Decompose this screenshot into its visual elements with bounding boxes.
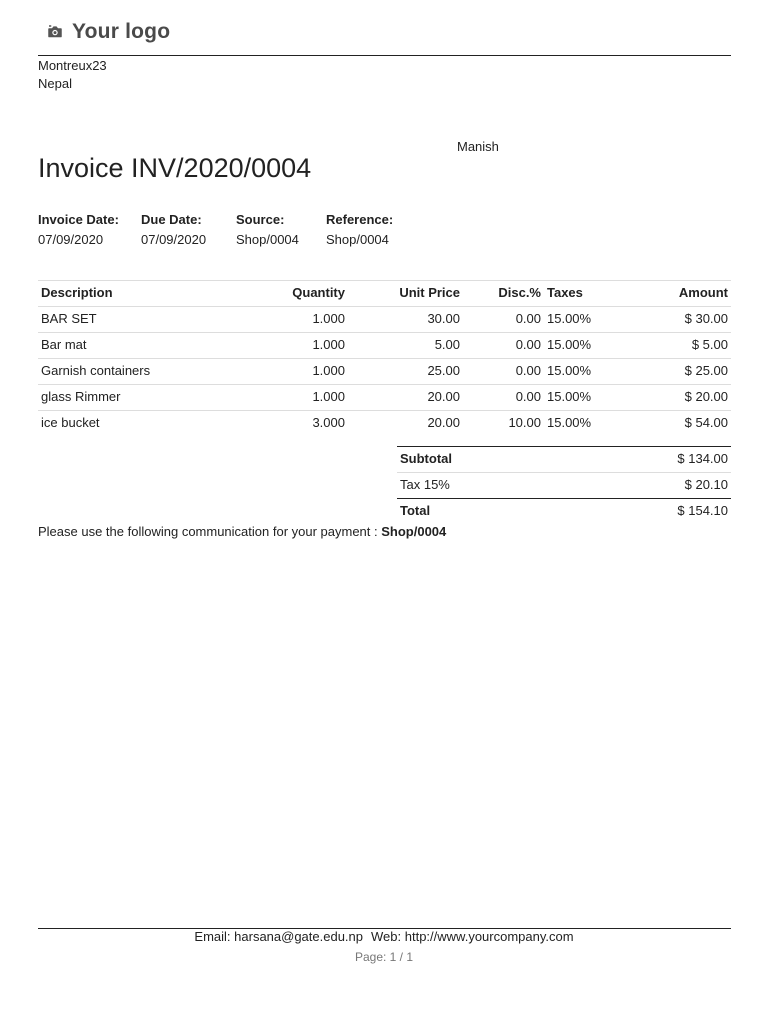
company-logo <box>46 20 170 44</box>
info-invoice-date <box>38 210 119 250</box>
tax-value: $ 20.10 <box>684 477 728 492</box>
column-header-taxes: Taxes <box>547 285 583 300</box>
payment-reference: Shop/0004 <box>381 524 447 539</box>
cell-discount: 0.00 <box>515 337 541 352</box>
total-value: $ 154.10 <box>677 503 728 518</box>
info-source <box>236 210 299 250</box>
tax-label: Tax 15% <box>400 477 450 492</box>
cell-amount: $ 54.00 <box>684 415 728 430</box>
cell-amount: $ 5.00 <box>691 337 728 352</box>
cell-description: ice bucket <box>41 415 100 430</box>
footer-email: Email: harsana@gate.edu.np <box>194 929 364 944</box>
cell-taxes: 15.00% <box>547 415 592 430</box>
total-row <box>397 499 731 524</box>
invoice-lines-table <box>38 280 731 436</box>
info-value: 07/09/2020 <box>38 232 104 247</box>
column-header-amount: Amount <box>678 285 728 300</box>
cell-discount: 0.00 <box>515 311 541 326</box>
totals-table <box>397 446 731 524</box>
info-due-date <box>141 210 206 250</box>
cell-quantity: 1.000 <box>312 363 345 378</box>
cell-discount: 0.00 <box>515 363 541 378</box>
cell-taxes: 15.00% <box>547 337 592 352</box>
subtotal-value: $ 134.00 <box>677 451 728 466</box>
info-label: Invoice Date: <box>38 212 119 227</box>
info-value: 07/09/2020 <box>141 232 207 247</box>
cell-discount: 0.00 <box>515 389 541 404</box>
column-header-discount: Disc.% <box>498 285 541 300</box>
company-address <box>38 57 107 93</box>
info-label: Reference: <box>326 212 394 227</box>
cell-amount: $ 20.00 <box>684 389 728 404</box>
tax-row <box>397 473 731 499</box>
cell-discount: 10.00 <box>508 415 541 430</box>
cell-quantity: 1.000 <box>312 311 345 326</box>
column-header-quantity: Quantity <box>292 285 345 300</box>
cell-quantity: 1.000 <box>312 337 345 352</box>
cell-taxes: 15.00% <box>547 389 592 404</box>
company-address-line: Nepal <box>38 76 72 91</box>
cell-description: BAR SET <box>41 311 97 326</box>
column-header-description: Description <box>41 285 113 300</box>
total-label: Total <box>400 503 431 518</box>
cell-amount: $ 25.00 <box>684 363 728 378</box>
table-row <box>38 411 731 436</box>
camera-icon <box>46 23 64 41</box>
footer-contact <box>0 929 768 944</box>
subtotal-label: Subtotal <box>400 451 452 466</box>
info-value: Shop/0004 <box>326 232 389 247</box>
cell-description: Garnish containers <box>41 363 151 378</box>
customer-name: Manish <box>457 139 499 154</box>
logo-text: Your logo <box>72 20 171 43</box>
table-row <box>38 385 731 411</box>
info-value: Shop/0004 <box>236 232 299 247</box>
cell-quantity: 3.000 <box>312 415 345 430</box>
cell-taxes: 15.00% <box>547 311 592 326</box>
footer <box>0 929 768 964</box>
cell-amount: $ 30.00 <box>684 311 728 326</box>
table-header <box>38 280 731 307</box>
cell-unit-price: 20.00 <box>427 415 460 430</box>
cell-description: Bar mat <box>41 337 87 352</box>
cell-unit-price: 5.00 <box>434 337 460 352</box>
page-number: Page: 1 / 1 <box>354 950 414 964</box>
cell-taxes: 15.00% <box>547 363 592 378</box>
footer-web: Web: http://www.yourcompany.com <box>371 929 574 944</box>
table-row <box>38 359 731 385</box>
header-divider <box>38 55 731 56</box>
table-row <box>38 333 731 359</box>
cell-unit-price: 30.00 <box>427 311 460 326</box>
cell-description: glass Rimmer <box>41 389 121 404</box>
payment-text: Please use the following communication for your payment : <box>38 524 382 539</box>
invoice-title: Invoice INV/2020/0004 <box>38 153 312 183</box>
cell-unit-price: 25.00 <box>427 363 460 378</box>
cell-unit-price: 20.00 <box>427 389 460 404</box>
company-address-line: Montreux23 <box>38 58 107 73</box>
info-label: Source: <box>236 212 285 227</box>
cell-quantity: 1.000 <box>312 389 345 404</box>
table-row <box>38 307 731 333</box>
info-label: Due Date: <box>141 212 202 227</box>
info-reference <box>326 210 393 250</box>
column-header-unit-price: Unit Price <box>399 285 460 300</box>
subtotal-row <box>397 446 731 473</box>
payment-communication <box>38 524 446 539</box>
